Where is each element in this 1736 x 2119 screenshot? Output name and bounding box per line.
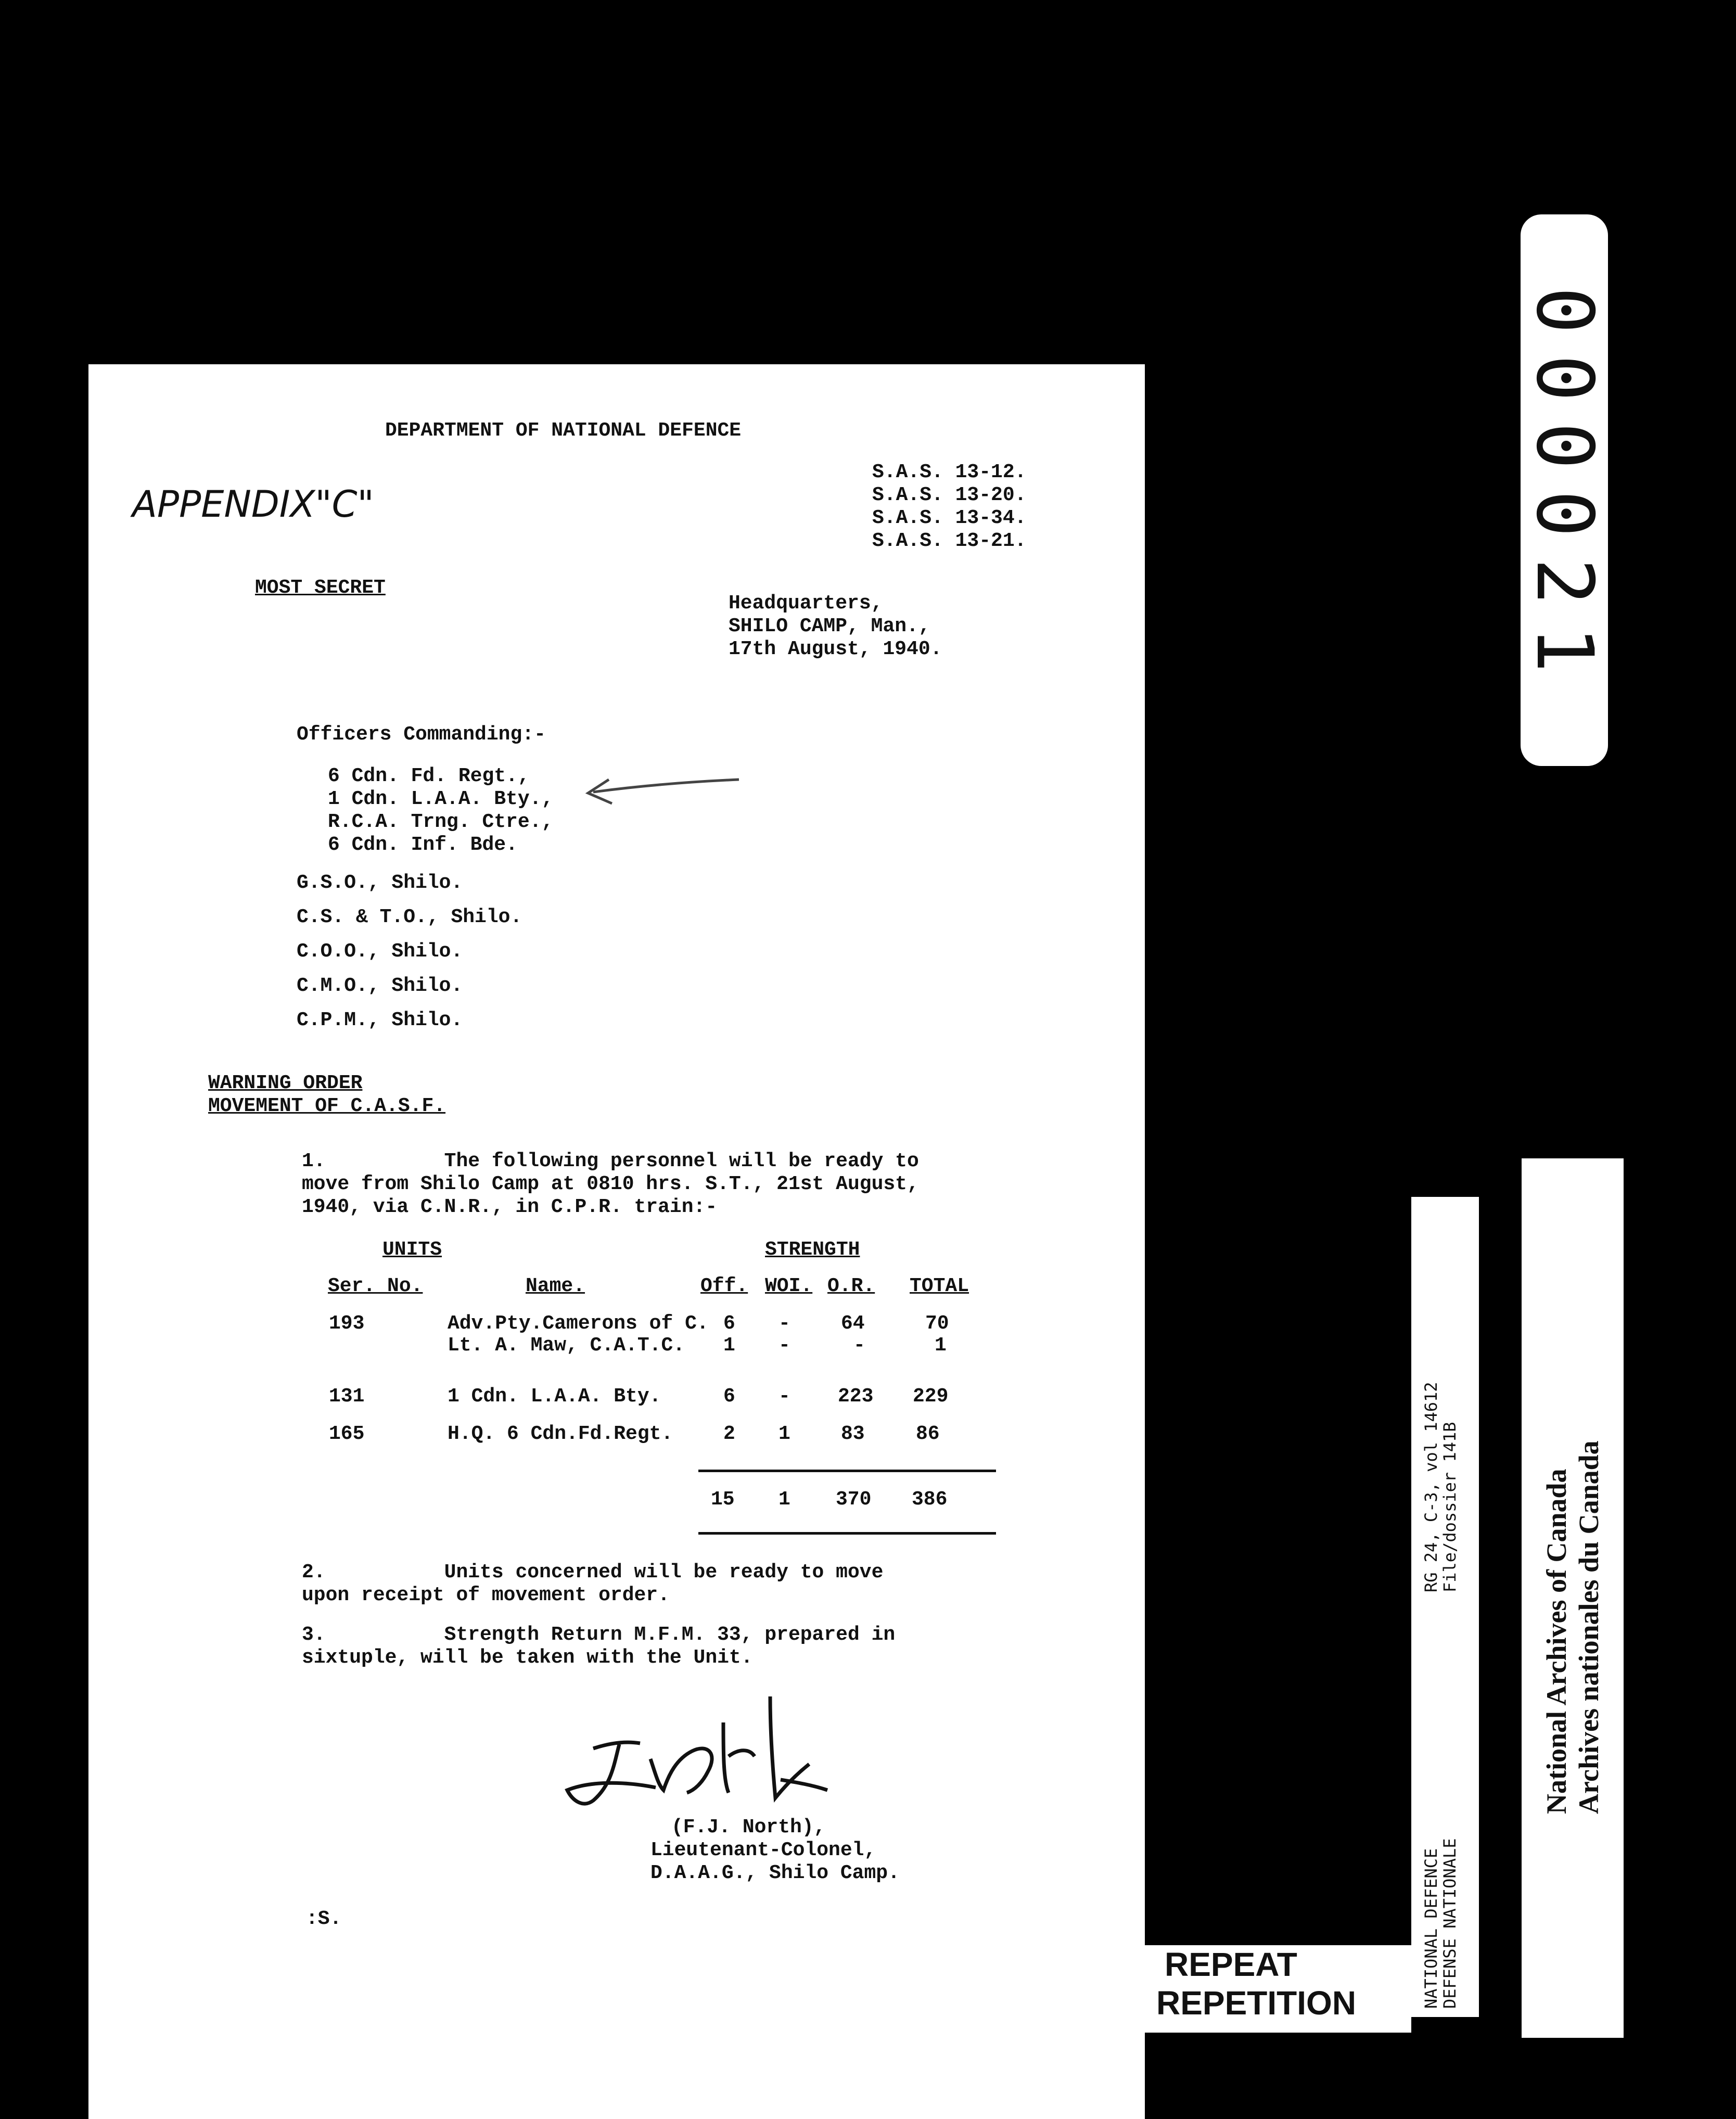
- appendix-handwritten: APPENDIX"C": [132, 483, 374, 526]
- col-header: TOTAL: [910, 1275, 969, 1297]
- col-header: Ser. No.: [328, 1275, 423, 1297]
- archives-name-line: Archives nationales du Canada: [1573, 1440, 1604, 1814]
- unit-line: R.C.A. Trng. Ctre.,: [328, 811, 554, 833]
- archive-dept-line: NATIONAL DEFENCE: [1421, 1848, 1441, 2009]
- officer-line: C.M.O., Shilo.: [297, 975, 463, 997]
- frame-number: 000021: [1519, 287, 1610, 694]
- department-heading: DEPARTMENT OF NATIONAL DEFENCE: [385, 419, 742, 442]
- file-ref: S.A.S. 13-20.: [872, 484, 1027, 506]
- table-cell-woi: -: [778, 1385, 790, 1408]
- table-cell-off: 6: [723, 1385, 735, 1408]
- col-header: Off.: [700, 1275, 748, 1297]
- total-off: 15: [711, 1488, 735, 1511]
- table-cell-ser: 165: [329, 1423, 365, 1445]
- table-cell-name: 1 Cdn. L.A.A. Bty.: [448, 1385, 661, 1408]
- unit-line: 6 Cdn. Inf. Bde.: [328, 834, 518, 856]
- total-rule-bottom: [698, 1532, 996, 1535]
- typist-mark: :S.: [306, 1908, 342, 1930]
- addressee-units: [328, 765, 553, 857]
- archive-reference-label: [1411, 1197, 1479, 2017]
- paragraph-line: 1. The following personnel will be ready to: [302, 1150, 919, 1172]
- repeat-stamp: [1145, 1945, 1411, 2033]
- officer-line: C.S. & T.O., Shilo.: [297, 906, 522, 928]
- table-cell-name: Lt. A. Maw, C.A.T.C.: [448, 1334, 685, 1357]
- archive-dept-text: [1422, 1838, 1459, 2009]
- signature-block: [604, 1816, 900, 1885]
- file-ref: S.A.S. 13-34.: [872, 507, 1027, 529]
- table-cell-off: 6: [723, 1312, 735, 1335]
- strength-heading: STRENGTH: [765, 1239, 860, 1261]
- paragraph-line: upon receipt of movement order.: [302, 1584, 670, 1606]
- signatory-appointment: D.A.A.G., Shilo Camp.: [650, 1862, 900, 1884]
- table-cell-total: 86: [916, 1423, 940, 1445]
- total-total: 386: [912, 1488, 948, 1511]
- col-header: WOI.: [765, 1275, 813, 1297]
- paragraph-line: sixtuple, will be taken with the Unit.: [302, 1646, 753, 1669]
- arrow-annotation: [578, 770, 744, 812]
- col-header: Name.: [526, 1275, 585, 1297]
- subject-line: WARNING ORDER: [208, 1072, 363, 1094]
- national-archives-label: [1522, 1158, 1624, 2038]
- units-heading: UNITS: [382, 1239, 442, 1261]
- handwritten-signature: [552, 1686, 843, 1832]
- address-line: Headquarters,: [729, 592, 883, 615]
- paragraph-3: [302, 1624, 895, 1669]
- table-cell-or: 64: [841, 1312, 865, 1335]
- officer-line: C.O.O., Shilo.: [297, 940, 463, 963]
- archives-name-line: National Archives of Canada: [1541, 1469, 1572, 1814]
- table-cell-off: 2: [723, 1423, 735, 1445]
- table-cell-or: 83: [841, 1423, 865, 1445]
- subject-line: MOVEMENT OF C.A.S.F.: [208, 1095, 446, 1117]
- table-cell-total: 70: [925, 1312, 949, 1335]
- total-rule-top: [698, 1470, 996, 1472]
- frame-number-strip: [1521, 214, 1608, 766]
- file-ref: S.A.S. 13-12.: [872, 461, 1027, 483]
- table-cell-or: 223: [838, 1385, 874, 1408]
- addressee-officers: [297, 872, 522, 1032]
- paragraph-line: 2. Units concerned will be ready to move: [302, 1561, 884, 1584]
- unit-line: 1 Cdn. L.A.A. Bty.,: [328, 788, 554, 810]
- officer-line: G.S.O., Shilo.: [297, 872, 463, 894]
- table-cell-woi: 1: [778, 1423, 790, 1445]
- table-cell-name: Adv.Pty.Camerons of C.: [448, 1312, 709, 1335]
- table-cell-total: 229: [913, 1385, 949, 1408]
- paragraph-1: [302, 1150, 919, 1219]
- signatory-rank: Lieutenant-Colonel,: [650, 1839, 876, 1861]
- address-line: 17th August, 1940.: [729, 638, 942, 660]
- table-cell-or: -: [853, 1334, 865, 1357]
- col-header: O.R.: [827, 1275, 875, 1297]
- archive-ref-line: RG 24, C-3, vol 14612: [1421, 1382, 1441, 1592]
- table-cell-off: 1: [723, 1334, 735, 1357]
- address-line: SHILO CAMP, Man.,: [729, 615, 930, 637]
- table-cell-woi: -: [778, 1334, 790, 1357]
- archive-ref-line: File/dossier 141B: [1440, 1422, 1460, 1592]
- officer-line: C.P.M., Shilo.: [297, 1009, 463, 1031]
- table-cell-ser: 193: [329, 1312, 365, 1335]
- table-cell-total: 1: [935, 1334, 947, 1357]
- archive-dept-line: DEFENSE NATIONALE: [1440, 1838, 1460, 2009]
- file-ref: S.A.S. 13-21.: [872, 530, 1027, 552]
- paragraph-line: move from Shilo Camp at 0810 hrs. S.T., 21st August,: [302, 1173, 919, 1195]
- file-references: [872, 461, 1026, 553]
- table-cell-ser: 131: [329, 1385, 365, 1408]
- unit-line: 6 Cdn. Fd. Regt.,: [328, 765, 530, 787]
- table-cell-woi: -: [778, 1312, 790, 1335]
- paragraph-line: 1940, via C.N.R., in C.P.R. train:-: [302, 1196, 718, 1218]
- classification: MOST SECRET: [255, 577, 386, 599]
- total-woi: 1: [778, 1488, 790, 1511]
- total-or: 370: [836, 1488, 872, 1511]
- document-page: [88, 364, 1145, 2119]
- addressee-intro: Officers Commanding:-: [297, 723, 546, 746]
- stamp-line: REPEAT: [1165, 1946, 1297, 1983]
- stamp-line: REPETITION: [1156, 1984, 1357, 2022]
- paragraph-line: 3. Strength Return M.F.M. 33, prepared in: [302, 1624, 896, 1646]
- archive-ref-text: [1422, 1382, 1459, 1592]
- address-block: [729, 592, 942, 661]
- table-cell-name: H.Q. 6 Cdn.Fd.Regt.: [448, 1423, 673, 1445]
- signatory-name: (F.J. North),: [671, 1816, 826, 1839]
- archives-name: [1540, 1440, 1605, 1814]
- paragraph-2: [302, 1561, 883, 1607]
